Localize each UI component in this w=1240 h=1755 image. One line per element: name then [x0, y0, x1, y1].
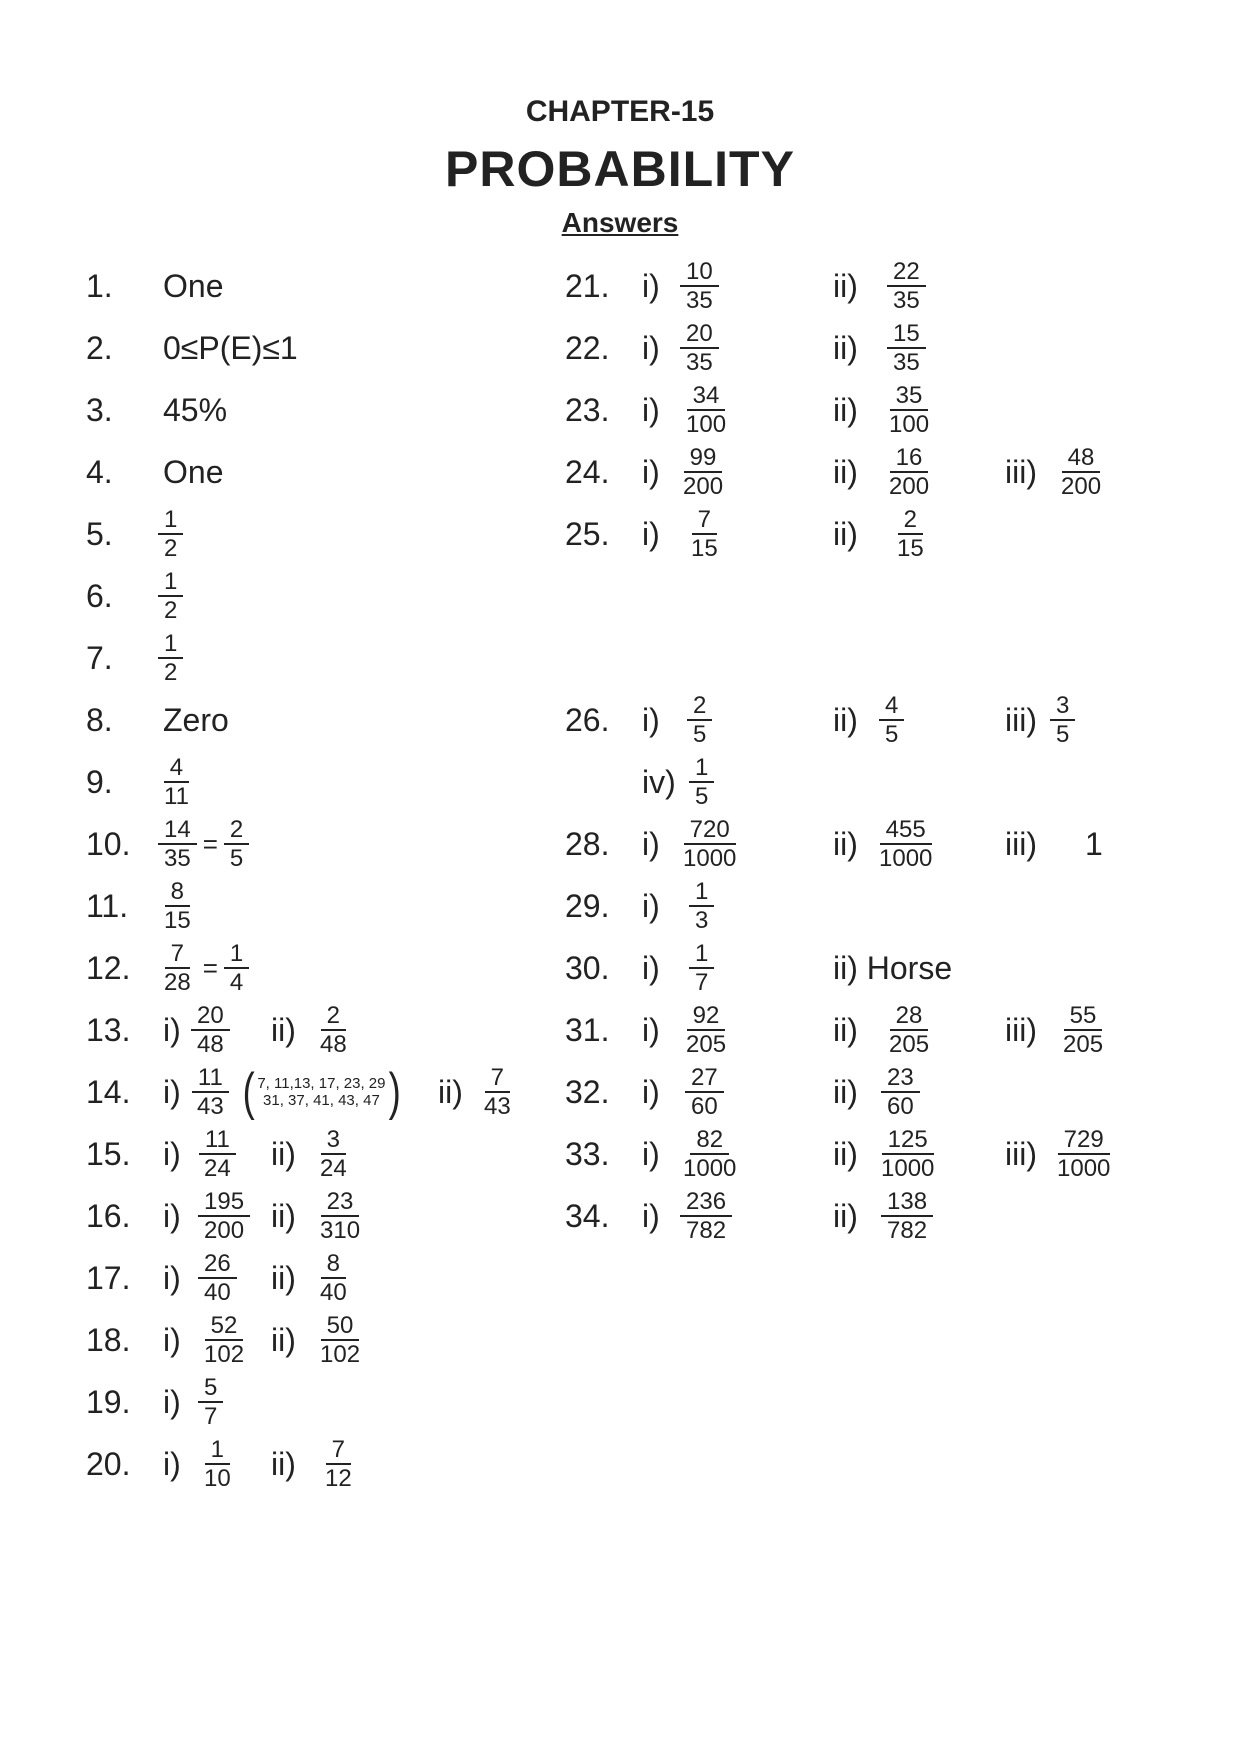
part-label: ii)	[833, 1135, 858, 1172]
answer-text: 45%	[163, 391, 228, 428]
part-label: i)	[642, 267, 660, 304]
part-label: i)	[163, 1383, 181, 1420]
part-label: ii)	[271, 1011, 296, 1048]
fraction: $\frac{729}{1000}$	[1057, 1126, 1111, 1182]
question-number: 6.	[86, 577, 113, 614]
fraction: $\frac{1}{10}$	[204, 1436, 231, 1492]
fraction: $\frac{4}{5}$	[879, 693, 904, 747]
fraction: $\frac{14}{35}$	[158, 817, 197, 871]
part-label: ii)	[271, 1135, 296, 1172]
fraction: $\frac{720}{1000}$	[683, 816, 737, 872]
question-number: 32.	[565, 1073, 610, 1110]
question-number: 11.	[86, 887, 129, 924]
fraction: $\frac{8}{15}$	[164, 878, 191, 934]
fraction: $\frac{11}{24}$	[198, 1127, 237, 1181]
fraction: $\frac{236}{782}$	[680, 1189, 732, 1243]
prime-list	[240, 1063, 403, 1121]
part-label: ii)	[271, 1445, 296, 1482]
part-label: i)	[642, 1073, 660, 1110]
question-number: 28.	[565, 825, 610, 862]
fraction: $\frac{92}{205}$	[686, 1002, 727, 1058]
part-label: iv)	[642, 763, 676, 800]
part-label: ii)	[833, 329, 858, 366]
answer-text: One	[163, 453, 224, 490]
fraction: $\frac{20}{48}$	[191, 1003, 230, 1057]
section-subtitle: Answers	[561, 207, 679, 238]
part-label: ii)	[833, 701, 858, 738]
fraction: $\frac{4}{11}$	[164, 754, 189, 810]
question-number: 12.	[86, 949, 131, 986]
question-number: 18.	[86, 1321, 131, 1358]
fraction: $\frac{34}{100}$	[686, 382, 727, 438]
fraction: $\frac{27}{60}$	[685, 1065, 724, 1119]
part-label: i)	[163, 1321, 181, 1358]
part-label: ii)	[271, 1259, 296, 1296]
prime-line: 31, 37, 41, 43, 47	[263, 1092, 380, 1109]
fraction: $\frac{195}{200}$	[198, 1189, 250, 1243]
question-number: 25.	[565, 515, 610, 552]
right-paren: )	[388, 1063, 401, 1121]
fraction: $\frac{52}{102}$	[204, 1312, 245, 1368]
part-label: i)	[642, 701, 660, 738]
fraction: $\frac{1}{4}$	[224, 941, 249, 995]
part-label: i)	[163, 1135, 181, 1172]
part-label: i)	[642, 825, 660, 862]
part-label: i)	[642, 1011, 660, 1048]
fraction: $\frac{138}{782}$	[881, 1189, 933, 1243]
question-number: 10.	[86, 825, 131, 862]
answer-text: One	[163, 267, 224, 304]
left-paren: (	[242, 1063, 255, 1121]
question-number: 33.	[565, 1135, 610, 1172]
equals-sign: =	[202, 952, 218, 983]
fraction: $\frac{23}{60}$	[881, 1065, 920, 1119]
fraction: $\frac{455}{1000}$	[879, 816, 933, 872]
question-number: 4.	[86, 453, 113, 490]
fraction: $\frac{20}{35}$	[680, 321, 719, 375]
part-label: ii)	[833, 1197, 858, 1234]
question-number: 20.	[86, 1445, 131, 1482]
fraction: $\frac{48}{200}$	[1061, 444, 1102, 500]
question-number: 30.	[565, 949, 610, 986]
question-number: 17.	[86, 1259, 131, 1296]
question-number: 34.	[565, 1197, 610, 1234]
part-label: ii)	[833, 825, 858, 862]
fraction: $\frac{28}{205}$	[889, 1002, 930, 1058]
part-label: i)	[163, 1259, 181, 1296]
question-number: 15.	[86, 1135, 131, 1172]
question-number: 2.	[86, 329, 113, 366]
part-label: ii)	[833, 1011, 858, 1048]
prime-line: 7, 11,13, 17, 23, 29	[257, 1075, 386, 1092]
fraction: $\frac{23}{310}$	[320, 1188, 361, 1244]
question-number: 8.	[86, 701, 113, 738]
fraction: $\frac{55}{205}$	[1063, 1002, 1104, 1058]
fraction: $\frac{22}{35}$	[887, 259, 926, 313]
part-label: i)	[163, 1445, 181, 1482]
question-number: 31.	[565, 1011, 610, 1048]
answer-text: Zero	[163, 701, 229, 738]
fraction: $\frac{10}{35}$	[680, 259, 719, 313]
question-number: 24.	[565, 453, 610, 490]
part-label: ii)	[438, 1073, 463, 1110]
fraction: $\frac{2}{5}$	[687, 693, 712, 747]
fraction: $\frac{8}{40}$	[320, 1250, 347, 1306]
fraction: $\frac{7}{12}$	[325, 1436, 352, 1492]
question-number: 3.	[86, 391, 113, 428]
part-label: i)	[163, 1197, 181, 1234]
fraction: $\frac{5}{7}$	[198, 1375, 223, 1429]
fraction: $\frac{7}{28}$	[164, 940, 191, 996]
part-label: ii)	[833, 453, 858, 490]
question-number: 1.	[86, 267, 113, 304]
part-label: ii)	[833, 515, 858, 552]
part-label: i)	[642, 887, 660, 924]
fraction: $\frac{35}{100}$	[889, 382, 930, 438]
question-number: 21.	[565, 267, 610, 304]
question-number: 7.	[86, 639, 113, 676]
answer-text: 1	[1085, 825, 1103, 862]
chapter-label: CHAPTER-15	[525, 95, 715, 128]
part-label: ii)	[833, 1073, 858, 1110]
question-number: 22.	[565, 329, 610, 366]
part-label: iii)	[1005, 1011, 1037, 1048]
fraction: $\frac{50}{102}$	[320, 1312, 361, 1368]
fraction: $\frac{1}{3}$	[689, 879, 714, 933]
fraction: $\frac{1}{7}$	[689, 941, 714, 995]
part-label: i)	[642, 453, 660, 490]
fraction: $\frac{2}{48}$	[320, 1002, 347, 1058]
part-label: iii)	[1005, 825, 1037, 862]
question-number: 16.	[86, 1197, 131, 1234]
part-label: iii)	[1005, 1135, 1037, 1172]
part-label: iii)	[1005, 701, 1037, 738]
question-number: 23.	[565, 391, 610, 428]
part-label: i)	[163, 1011, 181, 1048]
fraction: $\frac{15}{35}$	[887, 321, 926, 375]
fraction: $\frac{2}{5}$	[224, 817, 249, 871]
question-number: 29.	[565, 887, 610, 924]
question-number: 9.	[86, 763, 113, 800]
question-number: 19.	[86, 1383, 131, 1420]
answer-text: ii) Horse	[833, 949, 953, 986]
question-number: 14.	[86, 1073, 131, 1110]
fraction: $\frac{3}{5}$	[1050, 693, 1075, 747]
part-label: i)	[642, 949, 660, 986]
part-label: ii)	[833, 391, 858, 428]
fraction: $\frac{1}{2}$	[158, 569, 183, 623]
fraction: $\frac{16}{200}$	[889, 444, 930, 500]
question-number: 13.	[86, 1011, 131, 1048]
part-label: i)	[642, 1135, 660, 1172]
fraction: $\frac{99}{200}$	[683, 444, 724, 500]
part-label: i)	[642, 515, 660, 552]
equals-sign: =	[202, 828, 218, 859]
page-title: PROBABILITY	[445, 141, 795, 197]
part-label: iii)	[1005, 453, 1037, 490]
fraction: $\frac{1}{2}$	[158, 507, 183, 561]
part-label: i)	[642, 1197, 660, 1234]
fraction: $\frac{26}{40}$	[198, 1251, 237, 1305]
fraction: $\frac{7}{15}$	[691, 506, 718, 562]
fraction: $\frac{2}{15}$	[897, 506, 924, 562]
answer-text: 0≤P(E)≤1	[163, 329, 298, 366]
part-label: ii)	[833, 267, 858, 304]
part-label: ii)	[271, 1197, 296, 1234]
part-label: i)	[642, 391, 660, 428]
fraction: $\frac{125}{1000}$	[881, 1126, 935, 1182]
fraction: $\frac{1}{2}$	[158, 631, 183, 685]
fraction: $\frac{7}{43}$	[484, 1064, 511, 1120]
question-number: 26.	[565, 701, 610, 738]
fraction: $\frac{82}{1000}$	[683, 1126, 737, 1182]
part-label: ii)	[271, 1321, 296, 1358]
part-label: i)	[163, 1073, 181, 1110]
fraction: $\frac{11}{43}$	[191, 1065, 230, 1119]
question-number: 5.	[86, 515, 113, 552]
part-label: i)	[642, 329, 660, 366]
fraction: $\frac{1}{5}$	[689, 755, 714, 809]
fraction: $\frac{3}{24}$	[320, 1126, 347, 1182]
